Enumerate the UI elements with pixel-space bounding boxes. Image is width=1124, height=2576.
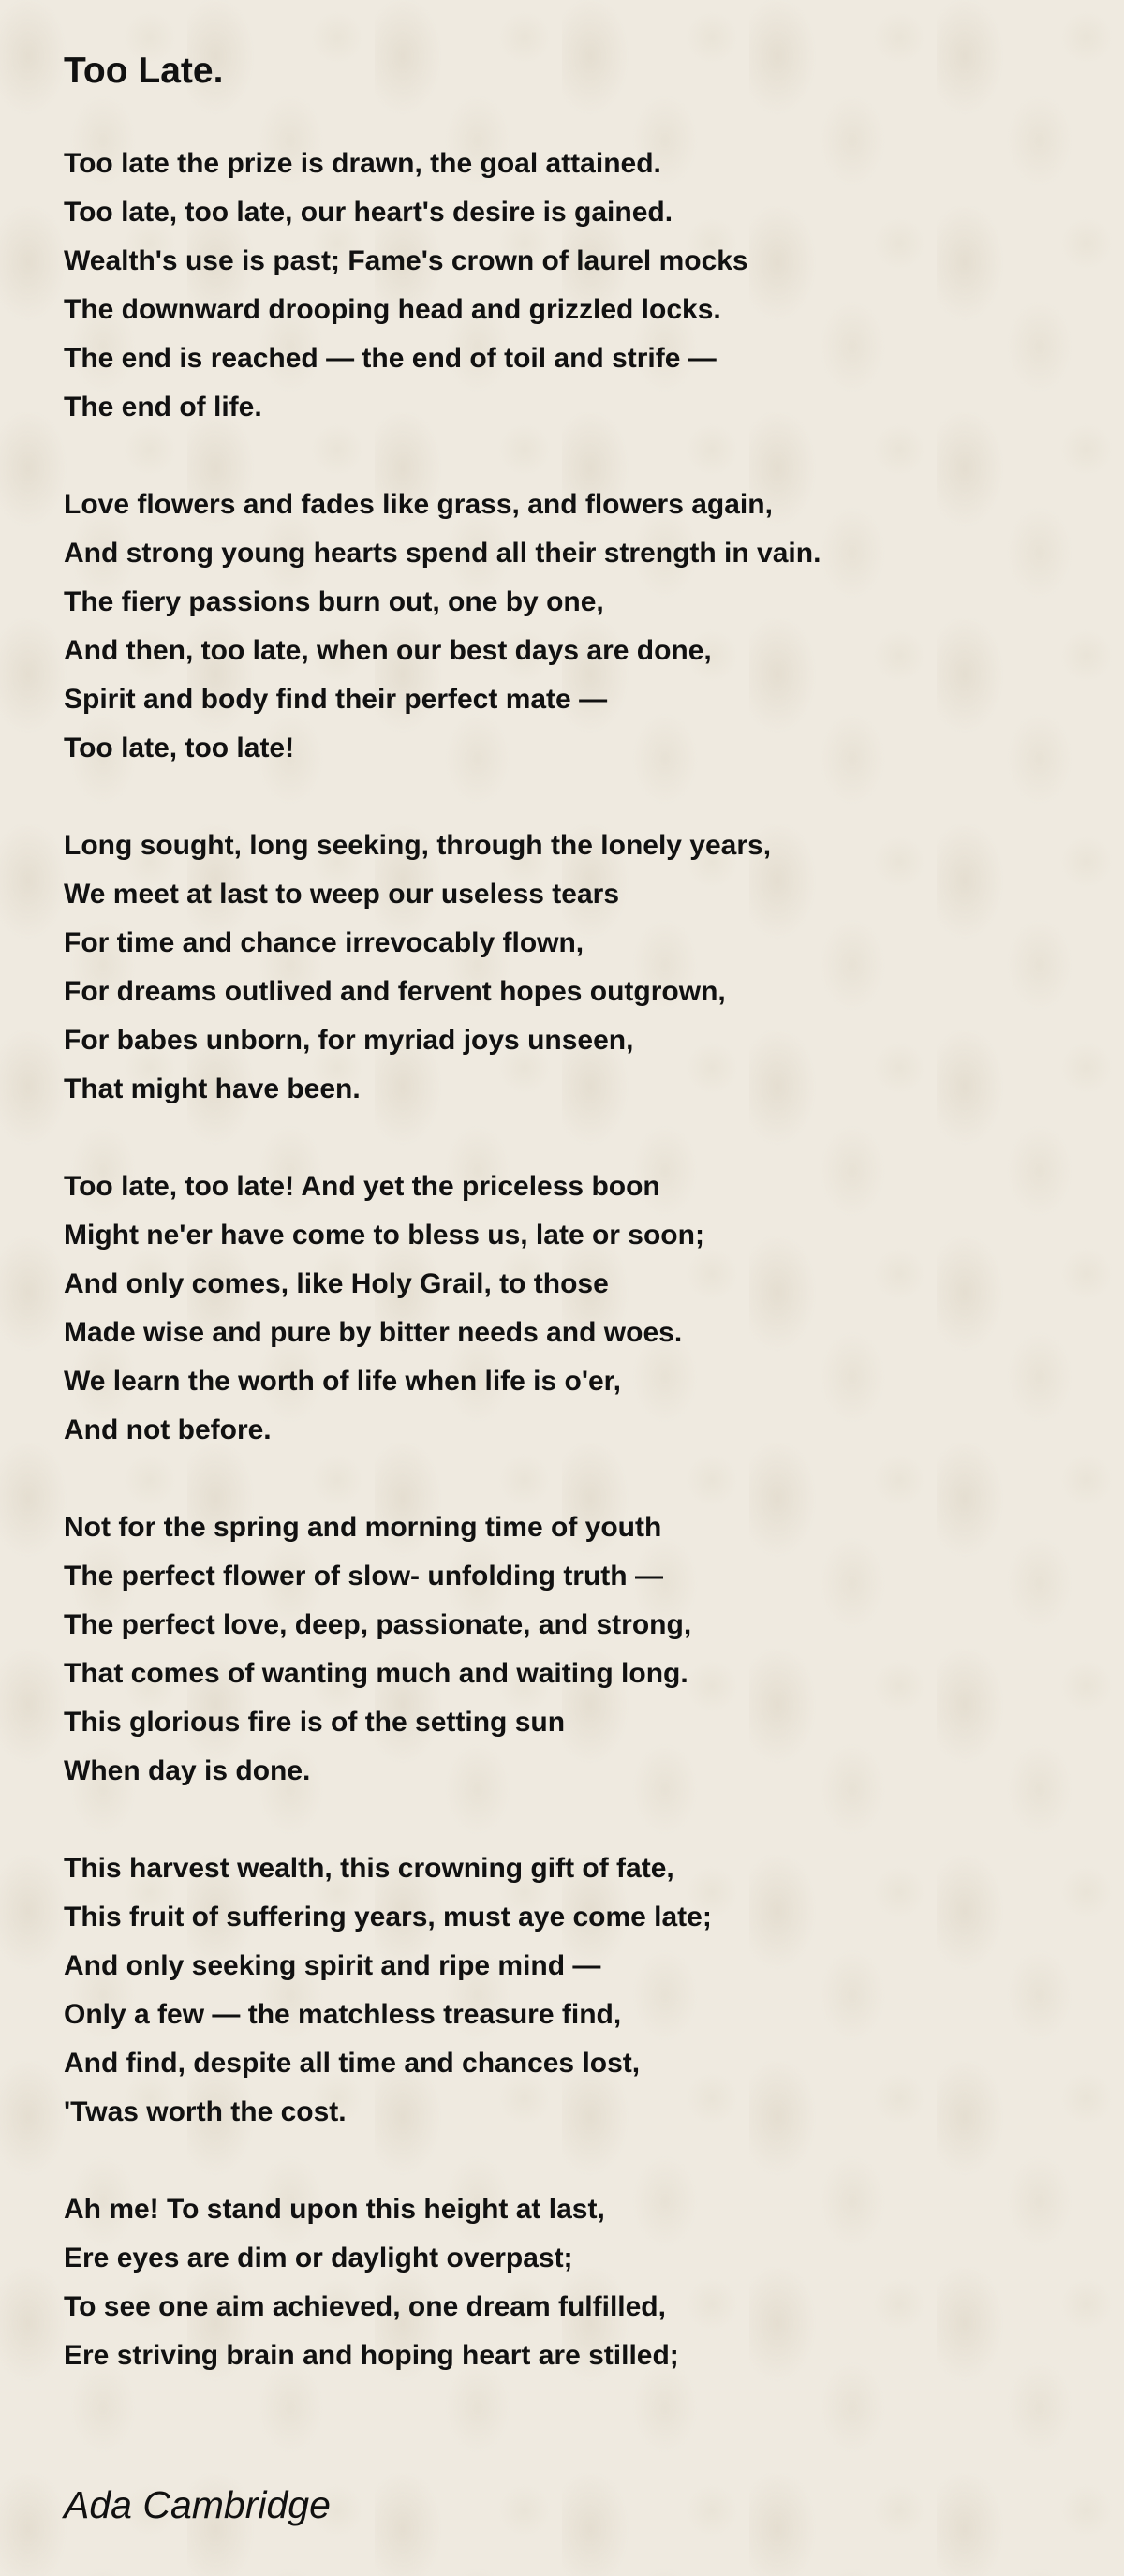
poem-line: Only a few — the matchless treasure find,: [64, 1999, 622, 2030]
poem-line: Not for the spring and morning time of youth: [64, 1512, 662, 1543]
poem-line: For babes unborn, for myriad joys unseen,: [64, 1025, 634, 1056]
poem-line: For dreams outlived and fervent hopes outgrown,: [64, 976, 726, 1007]
stanza: [64, 140, 1094, 432]
poem-line: For time and chance irrevocably flown,: [64, 927, 584, 958]
poem-line: Might ne'er have come to bless us, late or soon;: [64, 1220, 704, 1251]
poem-line: We meet at last to weep our useless tears: [64, 879, 620, 910]
poem-line: Ere striving brain and hoping heart are stilled;: [64, 2340, 679, 2371]
poem-author: Ada Cambridge: [64, 2483, 331, 2526]
poem-line: We learn the worth of life when life is o'er,: [64, 1366, 622, 1397]
poem-line: And strong young hearts spend all their strength in vain.: [64, 538, 821, 569]
poem-line: When day is done.: [64, 1755, 311, 1786]
poem-line: Ere eyes are dim or daylight overpast;: [64, 2243, 573, 2273]
poem-line: And not before.: [64, 1414, 272, 1445]
poem-line: Made wise and pure by bitter needs and woes.: [64, 1317, 683, 1348]
poem-line: The end is reached — the end of toil and strife —: [64, 343, 717, 374]
poem-line: The perfect love, deep, passionate, and strong,: [64, 1609, 692, 1640]
poem-line: Love flowers and fades like grass, and flowers again,: [64, 489, 773, 520]
poem-title: Too Late.: [64, 51, 224, 91]
poem-line: Too late the prize is drawn, the goal attained.: [64, 148, 661, 179]
stanza: [64, 1503, 1094, 1796]
poem-line: Ah me! To stand upon this height at last,: [64, 2194, 605, 2225]
poem-line: And then, too late, when our best days are done,: [64, 635, 712, 666]
poem-line: That might have been.: [64, 1073, 361, 1104]
poem-line: And find, despite all time and chances lost,: [64, 2048, 641, 2079]
poem-line: The perfect flower of slow- unfolding truth —: [64, 1561, 663, 1591]
poem-line: This fruit of suffering years, must aye come late;: [64, 1902, 712, 1932]
poem-line: To see one aim achieved, one dream fulfilled,: [64, 2291, 666, 2322]
poem-line: Too late, too late!: [64, 733, 295, 763]
poem-line: Spirit and body find their perfect mate —: [64, 684, 608, 715]
poem-line: Too late, too late! And yet the priceless boon: [64, 1171, 660, 1202]
poem-line: This harvest wealth, this crowning gift of fate,: [64, 1853, 674, 1884]
stanza: [64, 2185, 1094, 2380]
poem-line: Wealth's use is past; Fame's crown of laurel mocks: [64, 245, 748, 276]
stanza: [64, 1162, 1094, 1455]
poem-line: Long sought, long seeking, through the lonely years,: [64, 830, 772, 861]
stanza: [64, 822, 1094, 1114]
poem-line: That comes of wanting much and waiting long.: [64, 1658, 688, 1689]
stanza: [64, 481, 1094, 773]
poem-line: 'Twas worth the cost.: [64, 2096, 347, 2127]
poem-line: This glorious fire is of the setting sun: [64, 1707, 566, 1738]
poem-line: The fiery passions burn out, one by one,: [64, 586, 604, 617]
poem-line: The end of life.: [64, 392, 262, 422]
poem-line: And only seeking spirit and ripe mind —: [64, 1950, 601, 1981]
stanza: [64, 1844, 1094, 2137]
poem-line: And only comes, like Holy Grail, to those: [64, 1268, 609, 1299]
poem-body: [64, 140, 1094, 2429]
poem-line: The downward drooping head and grizzled locks.: [64, 294, 721, 325]
poem-line: Too late, too late, our heart's desire is gained.: [64, 197, 673, 228]
